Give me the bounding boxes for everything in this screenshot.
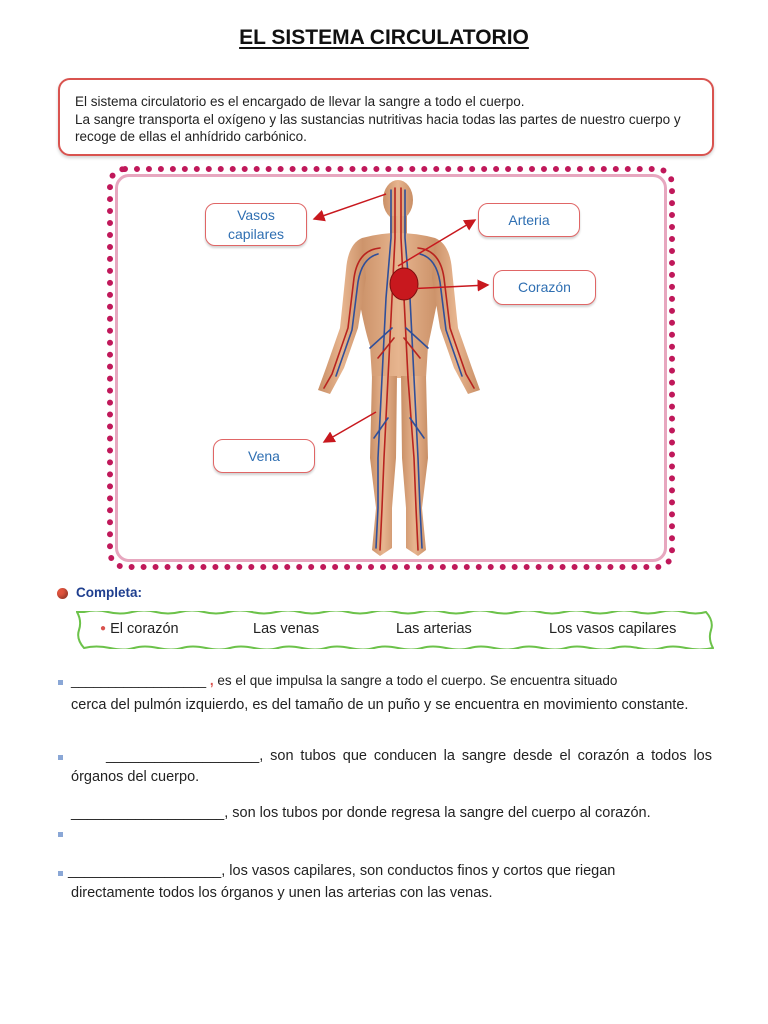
- blank-1[interactable]: __________________: [71, 673, 207, 688]
- word-bank-corazon: ● El corazón: [100, 621, 179, 637]
- bullet-icon: [57, 588, 68, 599]
- human-body-figure: [300, 178, 480, 563]
- heart-icon: [390, 268, 418, 300]
- dot-icon: ●: [100, 623, 107, 634]
- exercise-1: __________________ , es el que impulsa la sangre a todo el cuerpo. Se encuentra situado: [71, 673, 618, 688]
- exercise-2[interactable]: ___________________, son tubos que conducen la sangre desde el corazón a todos los órganos del cuerpo.: [71, 748, 712, 785]
- completa-label: Completa:: [76, 585, 143, 600]
- word-bank-capilares: Los vasos capilares: [549, 621, 677, 637]
- exercise-4-cont: directamente todos los órganos y unen las arterias con las venas.: [71, 885, 493, 901]
- exercise-3[interactable]: ___________________, son los tubos por donde regresa la sangre del cuerpo al corazón.: [71, 805, 651, 821]
- bullet-square-icon: [58, 871, 63, 876]
- word-bank-arterias: Las arterias: [396, 621, 472, 637]
- page-title: EL SISTEMA CIRCULATORIO: [239, 26, 529, 49]
- label-arteria: Arteria: [478, 203, 580, 237]
- exercise-1-cont: cerca del pulmón izquierdo, es del tamaño de un puño y se encuentra en movimiento constante.: [71, 697, 689, 713]
- label-vasos-capilares: Vasos capilares: [205, 203, 307, 246]
- intro-box: [58, 78, 714, 156]
- intro-line-2: La sangre transporta el oxígeno y las sustancias nutritivas hacia todas las partes de nuestro cuerpo y recoge de ellas el anhídrido carbónico.: [75, 111, 681, 144]
- exercise-4[interactable]: ___________________, los vasos capilares, son conductos finos y cortos que riegan: [68, 863, 616, 879]
- intro-line-1: El sistema circulatorio es el encargado de llevar la sangre a todo el cuerpo.: [75, 94, 525, 109]
- word-bank-venas: Las venas: [253, 621, 320, 637]
- bullet-square-icon: [58, 755, 63, 760]
- bullet-square-icon: [58, 832, 63, 837]
- label-vena: Vena: [213, 439, 315, 473]
- label-corazon: Corazón: [493, 270, 596, 305]
- bullet-square-icon: [58, 680, 63, 685]
